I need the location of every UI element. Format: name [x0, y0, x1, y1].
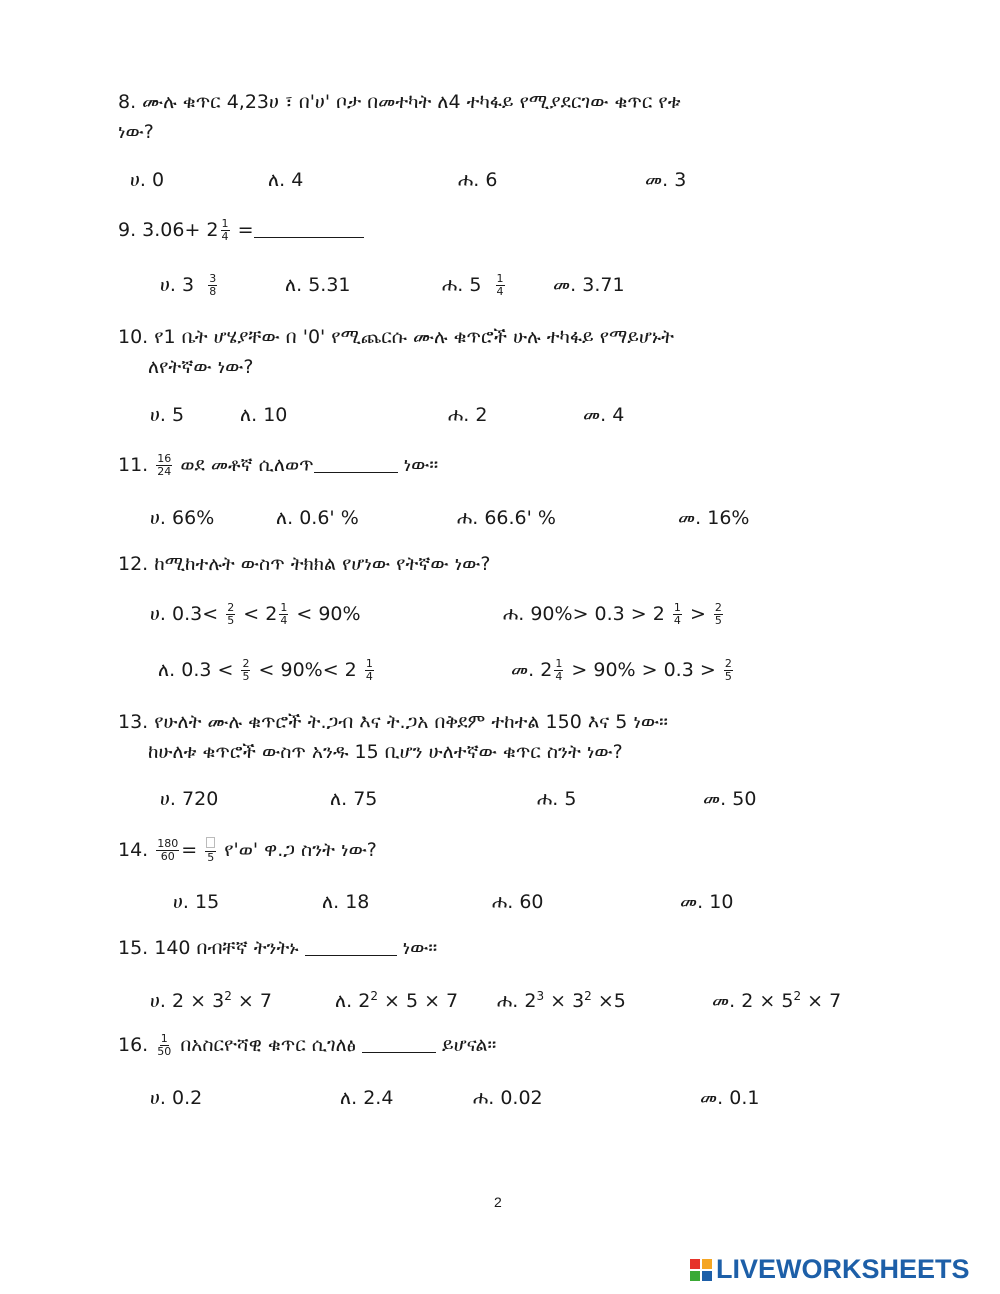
q9-option-a[interactable]: ሀ. 3 $\frac{3}{8}$: [160, 272, 217, 298]
q14-option-b[interactable]: ለ. 18: [322, 891, 370, 913]
q15-option-d[interactable]: መ. $2 \times 5^2 \times 7$: [712, 989, 842, 1012]
q8-option-c[interactable]: ሐ. 6: [458, 169, 498, 191]
question-16: 16. $\frac{1}{50}$ በአስርዮሻዊ ቁጥር ሲገለፅ ይሆናል።: [118, 1032, 497, 1058]
q15-option-c[interactable]: ሐ. $2^3 \times 3^2 \times 5$: [497, 989, 626, 1012]
question-15: 15. 140 በብቸኛ ትንትኑ ነው።: [118, 937, 438, 959]
question-9: [118, 218, 364, 243]
q13-option-d[interactable]: መ. 50: [703, 788, 757, 810]
q10-option-d[interactable]: መ. 4: [583, 404, 625, 426]
q13-option-c[interactable]: ሐ. 5: [537, 788, 577, 810]
q14-unknown-fraction: 5: [205, 837, 216, 864]
q15-option-b[interactable]: ለ. $2^2 \times 5 \times 7$: [335, 989, 459, 1012]
liveworksheets-logo: [690, 1254, 970, 1285]
q8-option-d[interactable]: መ. 3: [645, 169, 687, 191]
q14-option-a[interactable]: ሀ. 15: [173, 891, 220, 913]
q14-option-d[interactable]: መ. 10: [680, 891, 734, 913]
q9-suffix: =: [231, 219, 254, 241]
q8-option-a[interactable]: ሀ. 0: [130, 169, 165, 191]
question-8-line1: 8. ሙሉ ቁጥር 4,23ሀ ፣ በ'ሀ' ቦታ በመተካት ለ4 ተካፋይ የሚያደርገው ቁጥር የቱ: [118, 91, 681, 113]
q11-option-a[interactable]: ሀ. 66%: [150, 507, 215, 529]
q11-option-c[interactable]: ሐ. 66.6' %: [457, 507, 556, 529]
page-number: 2: [494, 1194, 502, 1210]
q9-option-c[interactable]: ሐ. 5 $\frac{1}{4}$: [442, 272, 504, 298]
logo-square-orange: [702, 1259, 712, 1269]
q10-option-c[interactable]: ሐ. 2: [448, 404, 488, 426]
logo-square-green: [690, 1271, 700, 1281]
question-11: 11. $\frac{16}{24}$ ወደ መቶኛ ሲለወጥ ነው።: [118, 452, 439, 478]
q11-answer-blank[interactable]: [314, 454, 398, 473]
question-14: 14. $\frac{180}{60}$ = 5 የ'ወ' ዋ.ጋ ስንት ነው?: [118, 837, 377, 864]
q13-option-b[interactable]: ለ. 75: [330, 788, 378, 810]
q11-option-d[interactable]: መ. 16%: [678, 507, 750, 529]
q15-option-a[interactable]: ሀ. $2 \times 3^2 \times 7$: [150, 989, 272, 1012]
q16-option-b[interactable]: ለ. 2.4: [340, 1087, 394, 1109]
logo-text: LIVEWORKSHEETS: [716, 1254, 970, 1284]
q11-option-b[interactable]: ለ. 0.6' %: [276, 507, 359, 529]
question-8-line2: ነው?: [118, 121, 154, 143]
q9-option-d[interactable]: መ. 3.71: [553, 274, 625, 296]
logo-square-red: [690, 1259, 700, 1269]
q12-option-b[interactable]: ለ. 0.3 < $\frac{2}{5}$ < 90%< 2 $\frac{1}{4}$: [158, 657, 373, 683]
logo-mark-icon: [690, 1259, 712, 1281]
q12-option-d[interactable]: መ. 2 $\frac{1}{4}$ > 90% > 0.3 > $\frac{2}{5}$: [511, 657, 732, 683]
q10-option-b[interactable]: ለ. 10: [240, 404, 288, 426]
q12-option-a[interactable]: ሀ. 0.3< $\frac{2}{5}$ < 2 $\frac{1}{4}$ < 90%: [150, 601, 361, 627]
question-12: 12. ከሚከተሉት ውስጥ ትክክል የሆነው የትኛው ነው?: [118, 553, 491, 575]
q16-answer-blank[interactable]: [362, 1034, 436, 1053]
q12-option-c[interactable]: ሐ. 90%> 0.3 > 2 $\frac{1}{4}$ > $\frac{2}{5}$: [503, 601, 722, 627]
question-13-line1: 13. የሁለት ሙሉ ቁጥሮች ት.ጋብ እና ት.ጋአ በቅደም ተከተል 150 እና 5 ነው።: [118, 711, 669, 733]
q16-option-c[interactable]: ሐ. 0.02: [473, 1087, 543, 1109]
q16-option-d[interactable]: መ. 0.1: [700, 1087, 760, 1109]
question-13-line2: ከሁለቱ ቁጥሮች ውስጥ አንዱ 15 ቢሆን ሁለተኛው ቁጥር ስንት ነው?: [148, 741, 623, 763]
q13-option-a[interactable]: ሀ. 720: [160, 788, 219, 810]
question-10-line1: 10. የ1 ቤት ሆሄያቸው በ '0' የሚጨርሱ ሙሉ ቁጥሮች ሁሉ ተካፋይ የማይሆኑት: [118, 326, 674, 348]
q15-answer-blank[interactable]: [305, 937, 397, 956]
q10-option-a[interactable]: ሀ. 5: [150, 404, 185, 426]
question-10-line2: ለየትኛው ነው?: [148, 356, 254, 378]
q16-option-a[interactable]: ሀ. 0.2: [150, 1087, 203, 1109]
q9-fraction: $\frac{1}{4}$: [221, 217, 229, 243]
q9-prefix: 9. 3.06+ 2: [118, 219, 219, 241]
q9-option-b[interactable]: ለ. 5.31: [285, 274, 351, 296]
logo-square-blue: [702, 1271, 712, 1281]
q9-answer-blank[interactable]: [254, 219, 364, 238]
q14-option-c[interactable]: ሐ. 60: [492, 891, 544, 913]
unknown-box[interactable]: [206, 837, 215, 848]
q8-option-b[interactable]: ለ. 4: [268, 169, 304, 191]
